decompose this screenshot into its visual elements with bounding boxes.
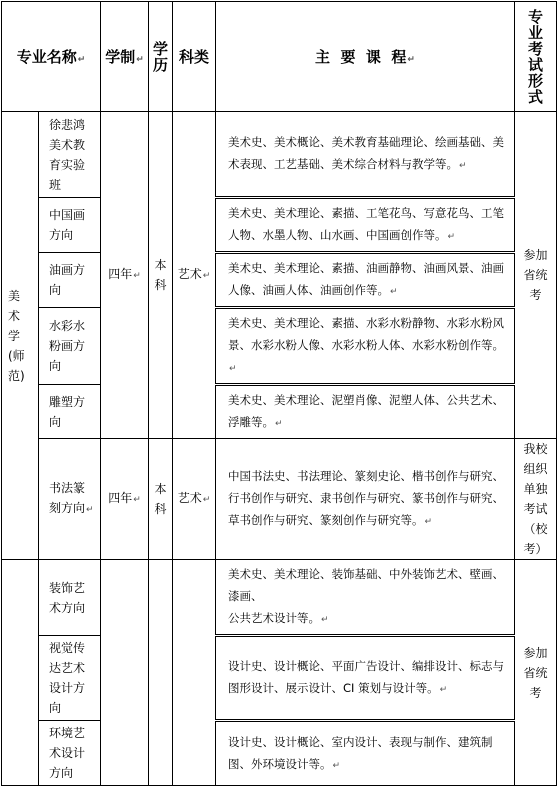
header-category: 科类: [173, 2, 216, 112]
major-name: [2, 560, 39, 786]
table-row: [2, 385, 557, 439]
direction-name: 油画方向: [39, 253, 101, 308]
exam-cell: 参加省统考: [515, 112, 557, 439]
direction-name: 中国画方向: [39, 198, 101, 253]
years-cell: 四年↵: [101, 439, 149, 560]
course-list: 美术史、美术理论、素描、工笔花鸟、写意花鸟、工笔人物、水墨人物、山水画、中国画创作等。↵: [216, 198, 515, 253]
direction-name: 书法篆刻方向↵: [39, 439, 101, 560]
category-cell: [173, 560, 216, 786]
table-row: [2, 308, 557, 385]
course-list: 美术史、美术理论、泥塑肖像、泥塑人体、公共艺术、浮雕等。↵: [216, 385, 515, 439]
years-cell: [101, 560, 149, 786]
header-degree: 学历: [149, 2, 173, 112]
exam-cell: 我校组织单独考试（校考）: [515, 439, 557, 560]
table-row: [2, 112, 557, 198]
header-row: [2, 2, 557, 112]
direction-name: 雕塑方向: [39, 385, 101, 439]
header-exam: 专业考试形式: [515, 2, 557, 112]
table-row: [2, 439, 557, 560]
course-list: 美术史、美术理论、素描、油画静物、油画风景、油画人像、油画人体、油画创作等。↵: [216, 253, 515, 308]
table-row: [2, 253, 557, 308]
direction-name: 徐悲鸿美术教育实验班: [39, 112, 101, 198]
category-cell: 艺术↵: [173, 439, 216, 560]
course-list: 中国书法史、书法理论、篆刻史论、楷书创作与研究、行书创作与研究、隶书创作与研究、篆书创作与研究、草书创作与研究、篆刻创作与研究等。↵: [216, 439, 515, 560]
course-list: 美术史、美术概论、美术教育基础理论、绘画基础、美术表现、工艺基础、美术综合材料与教学等。↵: [216, 112, 515, 198]
direction-name: 环境艺术设计方向: [39, 721, 101, 786]
exam-cell: 参加省统考: [515, 560, 557, 786]
course-list: 美术史、美术理论、装饰基础、中外装饰艺术、壁画、漆画、 公共艺术设计等。↵: [216, 560, 515, 636]
course-list: 美术史、美术理论、素描、水彩水粉静物、水彩水粉风景、水彩水粉人像、水彩水粉人体、水彩水粉创作等。↵: [216, 308, 515, 385]
program-table: [1, 1, 557, 786]
degree-cell: 本科: [149, 112, 173, 439]
category-cell: 艺术↵: [173, 112, 216, 439]
degree-cell: [149, 560, 173, 786]
table-row: [2, 198, 557, 253]
header-courses: 主 要 课 程↵: [216, 2, 515, 112]
course-list: 设计史、设计概论、室内设计、表现与制作、建筑制图、外环境设计等。↵: [216, 721, 515, 786]
major-name: 美术学(师范): [2, 112, 39, 560]
header-years: 学制↵: [101, 2, 149, 112]
direction-name: 水彩水粉画方向: [39, 308, 101, 385]
course-list: 设计史、设计概论、平面广告设计、编排设计、标志与图形设计、展示设计、CI 策划与设计等。↵: [216, 636, 515, 721]
table-row: [2, 560, 557, 636]
table-row: [2, 721, 557, 786]
table-row: [2, 636, 557, 721]
years-cell: 四年↵: [101, 112, 149, 439]
header-major: 专业名称↵: [2, 2, 101, 112]
direction-name: 装饰艺术方向: [39, 560, 101, 636]
degree-cell: 本科: [149, 439, 173, 560]
direction-name: 视觉传达艺术设计方向: [39, 636, 101, 721]
